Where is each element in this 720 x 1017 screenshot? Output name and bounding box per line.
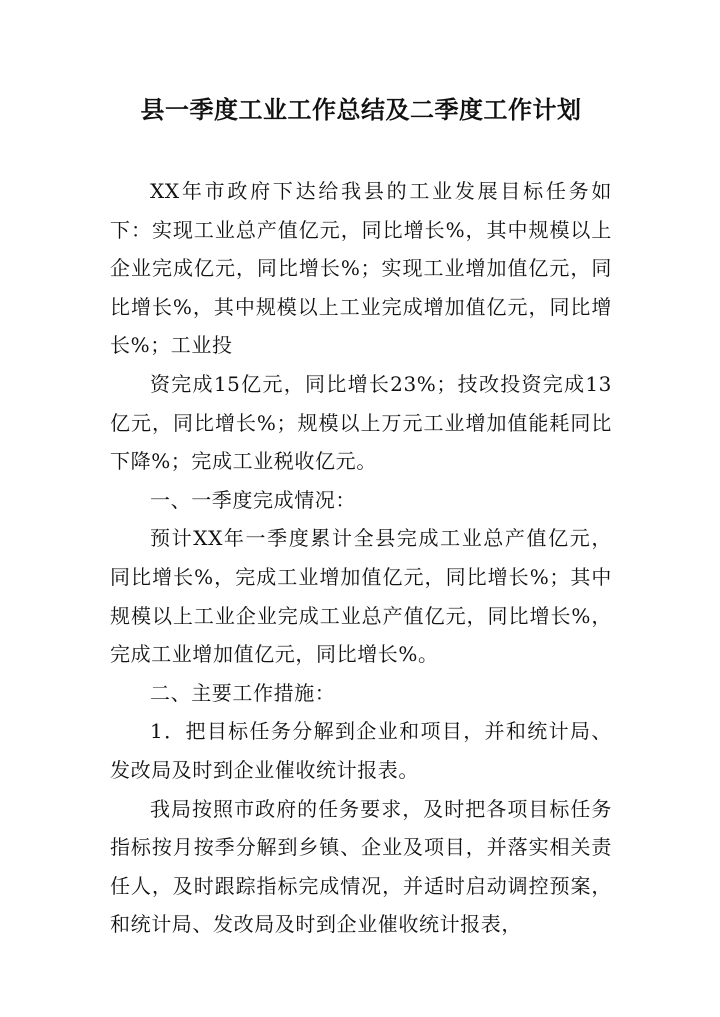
paragraph-targets: XX年市政府下达给我县的工业发展目标任务如下：实现工业总产值亿元，同比增长%，其中规模以上企业完成亿元，同比增长%；实现工业增加值亿元，同比增长%，其中规模以上工业完成增加值亿元，同比增长%；工业投 — [110, 179, 612, 358]
document-body — [110, 172, 612, 944]
paragraph-investment: 资完成15亿元，同比增长23%；技改投资完成13亿元，同比增长%；规模以上万元工业增加值能耗同比下降%；完成工业税收亿元。 — [110, 371, 612, 474]
heading-q1-completion: 一、一季度完成情况： — [150, 487, 356, 512]
heading-main-measures: 二、主要工作措施： — [150, 680, 336, 705]
paragraph-measure-detail: 我局按照市政府的任务要求，及时把各项目标任务指标按月按季分解到乡镇、企业及项目，并落实相关责任人，及时跟踪指标完成情况，并适时启动调控预案，和统计局、发改局及时到企业催收统计报表， — [110, 796, 612, 937]
measure-item-1: 1．把目标任务分解到企业和项目，并和统计局、发改局及时到企业催收统计报表。 — [110, 719, 612, 782]
document-title: 县一季度工业工作总结及二季度工作计划 — [140, 96, 582, 124]
paragraph-q1-estimate: 预计XX年一季度累计全县完成工业总产值亿元，同比增长%，完成工业增加值亿元，同比增长%；其中规模以上工业企业完成工业总产值亿元，同比增长%，完成工业增加值亿元，同比增长%。 — [110, 526, 612, 667]
